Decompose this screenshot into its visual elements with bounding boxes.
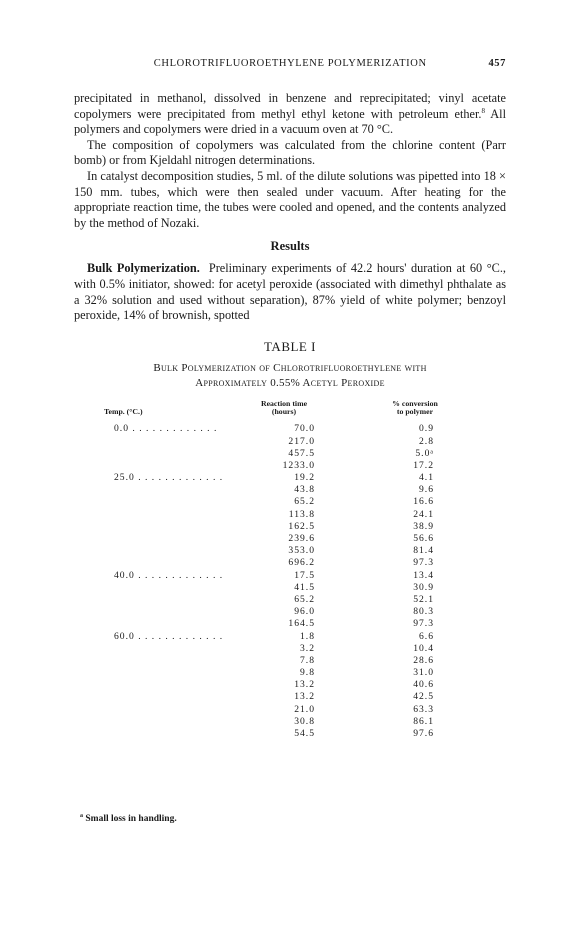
header-reaction-time xyxy=(233,399,335,423)
header-line: to polymer xyxy=(396,407,434,417)
table-caption-line: Bulk Polymerization of Chlorotrifluoroethylene with xyxy=(153,361,427,374)
cell-conv: 28.6 xyxy=(413,654,434,666)
cell-temp xyxy=(102,691,233,703)
cell-conv: 24.1 xyxy=(413,508,434,520)
cell-temp xyxy=(102,727,233,739)
cell-time: 54.5 xyxy=(294,728,315,739)
cell-time: 41.5 xyxy=(294,581,315,593)
header-line: (hours) xyxy=(271,407,297,417)
cell-conv: 97.3 xyxy=(413,557,434,569)
table-row xyxy=(102,715,476,727)
table-row xyxy=(102,618,476,630)
cell-conv: 5.0ᵃ xyxy=(415,447,434,459)
cell-conv: 56.6 xyxy=(413,533,434,544)
cell-conv: 40.6 xyxy=(413,679,434,691)
page-number: 457 xyxy=(488,58,506,69)
table-row xyxy=(102,435,476,447)
section-heading-results: Results xyxy=(270,239,310,254)
table-row xyxy=(102,593,476,605)
cell-temp: 0.0 . . . . . . . . . . . . . xyxy=(114,423,218,435)
paragraph-composition: The composition of copolymers was calculated from the chlorine content (Parr bomb) or from Kjeldahl nitrogen determinations. xyxy=(74,137,506,168)
cell-conv: 38.9 xyxy=(413,520,434,532)
table-body xyxy=(102,423,476,740)
cell-temp xyxy=(102,654,233,666)
cell-conv: 4.1 xyxy=(419,472,434,484)
cell-temp xyxy=(102,593,233,605)
table-row xyxy=(102,520,476,532)
cell-time: 9.8 xyxy=(300,667,315,679)
table-row xyxy=(102,459,476,471)
cell-temp xyxy=(102,484,233,496)
cell-conv: 80.3 xyxy=(413,606,434,618)
cell-time: 164.5 xyxy=(288,618,315,630)
header-conversion xyxy=(335,399,476,423)
table-row xyxy=(102,642,476,654)
cell-temp xyxy=(102,435,233,447)
cell-conv: 52.1 xyxy=(413,593,434,605)
cell-time: 65.2 xyxy=(294,593,315,605)
cell-time: 13.2 xyxy=(294,691,315,703)
cell-temp xyxy=(102,520,233,532)
cell-conv: 63.3 xyxy=(413,703,434,715)
paragraph-bulk-polymerization xyxy=(74,261,506,323)
paragraph-text: Preliminary experiments of 42.2 hours' duration at 60 °C., with 0.5% initiator, showed: for acetyl peroxide (associated with dimethyl phthalate as a 32% solution and used without separation), 87% yield of white polymer; benzoyl peroxide, 14% of brownish, spotted xyxy=(74,261,506,323)
cell-time: 65.2 xyxy=(294,496,315,508)
cell-temp xyxy=(102,447,233,459)
cell-time: 239.6 xyxy=(288,533,315,544)
cell-temp xyxy=(102,679,233,691)
cell-temp xyxy=(102,496,233,508)
cell-time: 7.8 xyxy=(300,654,315,666)
cell-conv: 31.0 xyxy=(413,667,434,679)
running-head xyxy=(74,58,506,69)
header-line: Reaction time xyxy=(260,398,308,408)
cell-temp xyxy=(102,606,233,618)
cell-conv: 86.1 xyxy=(413,715,434,727)
paragraph-catalyst: In catalyst decomposition studies, 5 ml. of the dilute solutions was pipetted into 18 × 150 mm. tubes, which were then sealed under vacuum. After heating for the appropriate reaction time, the tubes were cooled and opened, and the contents analyzed by the method of Nozaki. xyxy=(74,168,506,230)
cell-conv: 16.6 xyxy=(413,496,434,508)
table-row xyxy=(102,630,476,642)
paragraph-text: precipitated in methanol, dissolved in benzene and reprecipitated; vinyl acetate copolymers were precipitated from methyl ethyl ketone with petroleum ether. xyxy=(74,91,506,121)
table-row xyxy=(102,557,476,569)
cell-conv: 6.6 xyxy=(419,630,434,642)
header-line: % conversion xyxy=(392,398,438,408)
cell-conv: 2.8 xyxy=(419,435,434,447)
cell-conv: 97.3 xyxy=(413,618,434,630)
table-row xyxy=(102,666,476,678)
table-row xyxy=(102,581,476,593)
cell-conv: 13.4 xyxy=(413,569,434,581)
cell-time: 162.5 xyxy=(288,520,315,532)
table-caption-line: Approximately 0.55% Acetyl Peroxide xyxy=(195,376,385,389)
cell-temp: 40.0 . . . . . . . . . . . . . xyxy=(114,569,224,581)
cell-conv: 17.2 xyxy=(413,459,434,471)
cell-time: 96.0 xyxy=(294,606,315,618)
table-row xyxy=(102,654,476,666)
table-row xyxy=(102,471,476,483)
table-row xyxy=(102,423,476,435)
table-row xyxy=(102,703,476,715)
table-row xyxy=(102,447,476,459)
cell-temp xyxy=(102,618,233,630)
page-body xyxy=(74,58,506,740)
paragraph-text-tail: All polymers and copolymers were dried in a vacuum oven at 70 °C. xyxy=(74,106,507,137)
cell-time: 19.2 xyxy=(294,472,315,484)
cell-conv: 10.4 xyxy=(413,642,434,654)
cell-temp xyxy=(102,532,233,544)
cell-temp xyxy=(102,545,233,557)
cell-conv: 42.5 xyxy=(413,691,434,703)
cell-time: 1233.0 xyxy=(282,459,315,471)
cell-time: 1.8 xyxy=(300,630,315,642)
cell-temp: 25.0 . . . . . . . . . . . . . xyxy=(114,472,224,484)
cell-time: 43.8 xyxy=(294,484,315,496)
cell-conv: 30.9 xyxy=(413,581,434,593)
table-row xyxy=(102,508,476,520)
table-row xyxy=(102,679,476,691)
table-row xyxy=(102,606,476,618)
cell-conv: 97.6 xyxy=(413,728,434,739)
table-header-row xyxy=(102,399,476,423)
cell-temp xyxy=(102,459,233,471)
footnote-mark: a xyxy=(80,812,83,819)
runin-heading: Bulk Polymerization. xyxy=(87,261,200,276)
cell-temp xyxy=(102,557,233,569)
table-footnote xyxy=(80,814,177,824)
data-table xyxy=(102,399,476,740)
cell-time: 696.2 xyxy=(288,557,315,569)
cell-conv: 0.9 xyxy=(419,423,434,435)
cell-conv: 9.6 xyxy=(419,484,434,496)
table-caption xyxy=(74,361,506,391)
reference-mark: 8 xyxy=(481,106,485,115)
cell-temp xyxy=(102,715,233,727)
cell-temp: 60.0 . . . . . . . . . . . . . xyxy=(114,630,224,642)
table-row xyxy=(102,532,476,544)
cell-time: 353.0 xyxy=(288,545,315,557)
cell-temp xyxy=(102,581,233,593)
cell-temp xyxy=(102,666,233,678)
running-head-title: CHLOROTRIFLUOROETHYLENE POLYMERIZATION xyxy=(153,58,427,69)
cell-time: 113.8 xyxy=(288,508,315,520)
cell-time: 457.5 xyxy=(288,447,315,459)
cell-conv: 81.4 xyxy=(413,545,434,557)
cell-time: 70.0 xyxy=(294,423,315,435)
table-row xyxy=(102,691,476,703)
table-label: TABLE I xyxy=(264,338,316,354)
cell-time: 217.0 xyxy=(288,435,315,447)
cell-time: 21.0 xyxy=(294,703,315,715)
header-temp: Temp. (°C.) xyxy=(104,407,143,417)
cell-time: 30.8 xyxy=(294,715,315,727)
cell-temp xyxy=(102,703,233,715)
table-row xyxy=(102,727,476,739)
cell-temp xyxy=(102,642,233,654)
cell-time: 13.2 xyxy=(294,679,315,691)
paragraph-precipitation xyxy=(74,91,506,138)
cell-time: 17.5 xyxy=(294,569,315,581)
table-row xyxy=(102,545,476,557)
table-row xyxy=(102,496,476,508)
cell-time: 3.2 xyxy=(300,642,315,654)
table-row xyxy=(102,484,476,496)
table-row xyxy=(102,569,476,581)
footnote-text: Small loss in handling. xyxy=(85,814,177,824)
cell-temp xyxy=(102,508,233,520)
